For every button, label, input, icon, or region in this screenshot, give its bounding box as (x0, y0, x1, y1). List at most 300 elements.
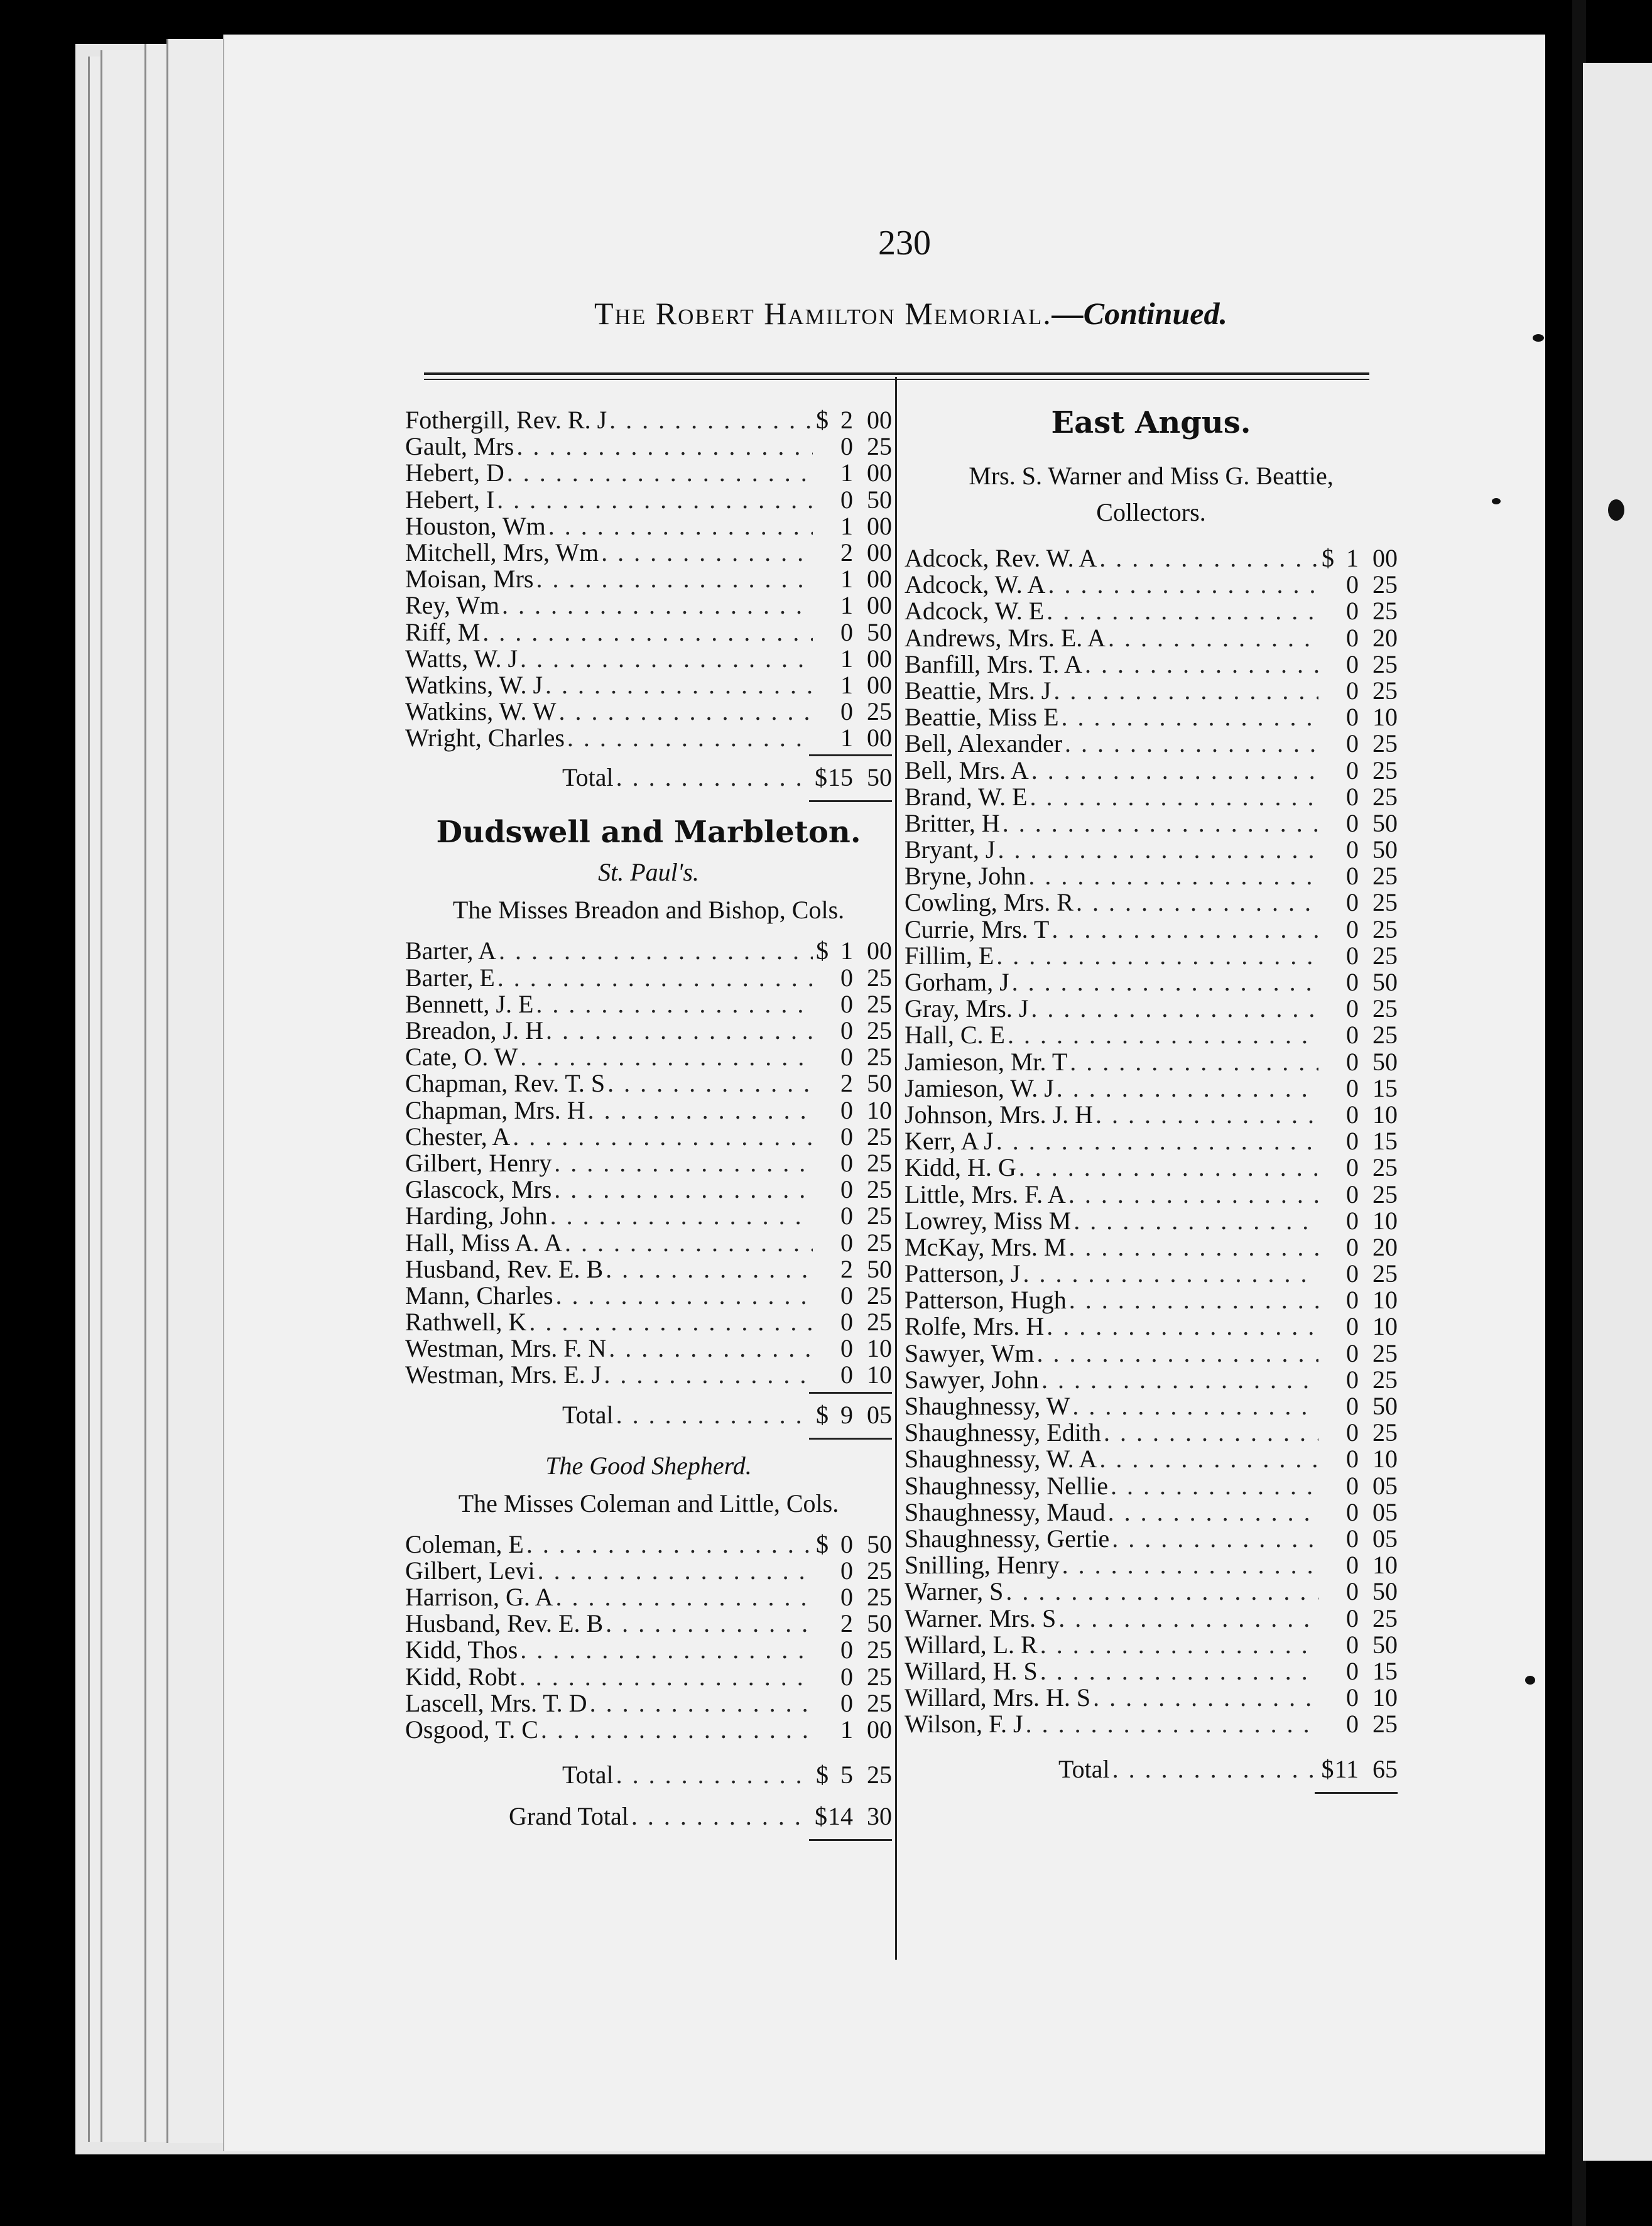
subscriber-name: Willard, Mrs. H. S (905, 1683, 1091, 1712)
dollars: 2 (840, 406, 853, 434)
dollars: 0 (840, 1095, 853, 1124)
subscriber-row (905, 915, 1398, 941)
cents: 25 (1372, 915, 1398, 943)
dollars: 0 (840, 1334, 853, 1363)
dot-leader (1104, 1418, 1318, 1447)
subscriber-name: Wright, Charles (405, 724, 565, 752)
dot-leader (1012, 967, 1318, 997)
dot-leader (526, 1529, 813, 1559)
dollars: 0 (1346, 756, 1359, 785)
dollars: 11 (1334, 1755, 1359, 1784)
dollars: 0 (1346, 1232, 1359, 1261)
subscriber-row (405, 1556, 892, 1585)
subscriber-row (905, 543, 1398, 570)
cents: 25 (867, 432, 892, 461)
subscriber-row (405, 458, 892, 487)
subscriber-row (905, 623, 1398, 652)
cents: 10 (1372, 1286, 1398, 1315)
right-column (905, 405, 1398, 1794)
dollars: 0 (1346, 597, 1359, 626)
cents: 25 (867, 1016, 892, 1045)
dollars: 2 (840, 1254, 853, 1283)
cents: 25 (867, 989, 892, 1018)
cents: 25 (867, 1043, 892, 1072)
subscriber-row (905, 1259, 1398, 1288)
cents: 20 (1372, 623, 1398, 652)
cents: 00 (867, 511, 892, 540)
subscriber-name: Sawyer, Wm (905, 1338, 1035, 1367)
cents: 10 (1372, 1445, 1398, 1474)
subscriber-row (405, 1529, 892, 1556)
dollars: 0 (840, 1122, 853, 1151)
dollars: 1 (840, 459, 853, 487)
subscriber-row (905, 782, 1398, 811)
subscriber-row (405, 590, 892, 620)
dollars: 0 (840, 1688, 853, 1717)
subscriber-name: Gault, Mrs (405, 432, 514, 461)
dollars: 0 (1346, 703, 1359, 732)
cents: 25 (1372, 756, 1398, 785)
dot-leader (616, 1760, 813, 1789)
title-continued: —Continued. (1052, 296, 1227, 331)
cents: 25 (1372, 1365, 1398, 1394)
dollars: 15 (828, 763, 853, 792)
dollars: 1 (840, 670, 853, 699)
subscriber-row (405, 1688, 892, 1715)
cents: 00 (867, 538, 892, 567)
subscriber-name: Shaughnessy, Gertie (905, 1524, 1110, 1553)
subscriber-row (905, 1577, 1398, 1606)
cents: 15 (1372, 1656, 1398, 1685)
cents: 25 (1372, 1259, 1398, 1288)
subscriber-row (905, 1047, 1398, 1076)
dot-leader (1062, 702, 1318, 732)
subscriber-row (905, 570, 1398, 599)
dollars: 0 (1346, 1127, 1359, 1156)
subscriber-row (905, 756, 1398, 785)
sum-rule (809, 1839, 892, 1841)
total-row (905, 1748, 1398, 1789)
cents: 10 (867, 1334, 892, 1363)
dot-leader (1069, 1285, 1318, 1315)
dollars: 2 (840, 1069, 853, 1098)
dot-leader (1085, 649, 1318, 679)
dollars: 0 (1346, 1338, 1359, 1367)
dollars: 0 (1346, 862, 1359, 891)
dot-leader (1068, 1180, 1318, 1209)
dot-leader (1070, 1047, 1318, 1077)
subscriber-row (405, 1095, 892, 1122)
dot-leader (1008, 1020, 1318, 1050)
subscriber-name: Wilson, F. J (905, 1710, 1023, 1739)
subscriber-row (405, 1042, 892, 1072)
dot-leader (565, 1228, 813, 1257)
subscriber-name: Bell, Alexander (905, 729, 1063, 758)
subscriber-row (905, 702, 1398, 732)
dot-leader (1076, 888, 1318, 917)
subscriber-name: Adcock, Rev. W. A (905, 544, 1097, 572)
dollars: 0 (1346, 782, 1359, 811)
subscriber-name: Banfill, Mrs. T. A (905, 649, 1082, 678)
dollars: 0 (1346, 1259, 1359, 1288)
cents: 00 (1372, 544, 1398, 572)
dot-leader (1068, 1232, 1318, 1262)
cents: 50 (867, 485, 892, 514)
subscriber-row (905, 1180, 1398, 1206)
subscriber-row (905, 1206, 1398, 1235)
subscriber-name: Harrison, G. A (405, 1583, 553, 1611)
subscriber-name: Brand, W. E (905, 782, 1028, 811)
dot-leader (1040, 1656, 1318, 1686)
dot-leader (559, 697, 813, 726)
subscriber-row (905, 1338, 1398, 1365)
dollars: 1 (840, 1715, 853, 1744)
dot-leader (1028, 861, 1318, 891)
cents: 10 (1372, 1206, 1398, 1235)
dot-leader (556, 1582, 813, 1612)
dot-leader (1019, 1153, 1318, 1182)
dot-leader (529, 1307, 813, 1337)
dollars: 0 (1346, 1286, 1359, 1315)
dot-leader (1030, 782, 1318, 812)
dot-leader (538, 1556, 813, 1585)
dot-leader (609, 405, 813, 435)
subscriber-row (405, 1360, 892, 1389)
subscriber-row (905, 1365, 1398, 1394)
subscriber-name: Watkins, W. W (405, 697, 557, 726)
subscriber-name: Gray, Mrs. J (905, 994, 1029, 1023)
dot-leader (502, 590, 813, 620)
cents: 25 (1372, 1153, 1398, 1182)
subscriber-row (905, 941, 1398, 970)
dollars: 0 (1346, 1471, 1359, 1500)
dot-leader (996, 941, 1318, 970)
cents: 65 (1372, 1755, 1398, 1784)
cents: 20 (1372, 1232, 1398, 1261)
subscriber-row (405, 405, 892, 432)
cents: 25 (867, 1556, 892, 1585)
dot-leader (1037, 1338, 1318, 1368)
total-label: Total (562, 763, 614, 792)
subscriber-row (405, 697, 892, 726)
parish-name: The Good Shepherd. (545, 1451, 752, 1480)
dot-leader (1053, 676, 1318, 705)
dot-leader (601, 538, 813, 567)
cents: 00 (867, 644, 892, 673)
subscriber-name: Coleman, E (405, 1529, 524, 1558)
dollars: 0 (1346, 623, 1359, 652)
subscriber-row (405, 1662, 892, 1691)
subscriber-row (905, 808, 1398, 835)
dot-leader (516, 432, 813, 461)
cents: 50 (867, 1069, 892, 1098)
cents: 25 (1372, 676, 1398, 705)
subscriber-row (405, 1175, 892, 1204)
title-text: The Robert Hamilton Memorial. (594, 296, 1052, 331)
dollars: 0 (840, 1583, 853, 1611)
subscriber-row (905, 1418, 1398, 1447)
dot-leader (996, 1126, 1318, 1156)
subscriber-row (405, 538, 892, 567)
dollars: 0 (1346, 968, 1359, 996)
left-column (405, 405, 892, 1841)
total-row (405, 756, 892, 798)
subscriber-name: Currie, Mrs. T (905, 915, 1050, 943)
subscriber-row (405, 1281, 892, 1310)
cents: 25 (1372, 862, 1398, 891)
dot-leader (1031, 756, 1318, 785)
dollars: 0 (1346, 1180, 1359, 1208)
dot-leader (1108, 1497, 1318, 1527)
subscriber-name: Riff, M (405, 617, 481, 646)
currency: $ (815, 1802, 827, 1831)
total-label: Total (1058, 1755, 1110, 1784)
subscriber-row (405, 1016, 892, 1045)
subscriber-row (905, 1471, 1398, 1500)
dollars: 0 (840, 697, 853, 726)
cents: 25 (867, 1308, 892, 1337)
cents: 00 (867, 565, 892, 594)
subscriber-row (405, 1068, 892, 1098)
dot-leader (616, 763, 812, 792)
subscriber-name: Houston, Wm (405, 511, 546, 540)
facing-page-edge (1583, 63, 1652, 2161)
total-row (405, 1754, 892, 1795)
dollars: 0 (1346, 1497, 1359, 1526)
cents: 25 (867, 1281, 892, 1310)
dollars: 1 (1346, 544, 1359, 572)
dollars: 1 (840, 937, 853, 965)
cents: 25 (1372, 1604, 1398, 1632)
subscriber-row (905, 1153, 1398, 1182)
subscriber-row (905, 1550, 1398, 1580)
subscriber-name: Barter, E (405, 963, 495, 992)
subscriber-row (405, 1635, 892, 1664)
dollars: 0 (1346, 994, 1359, 1023)
subscriber-name: Shaughnessy, Edith (905, 1418, 1101, 1447)
cents: 10 (1372, 1683, 1398, 1712)
dollars: 0 (840, 989, 853, 1018)
subscriber-name: Willard, L. R (905, 1630, 1038, 1659)
cents: 15 (1372, 1127, 1398, 1156)
subscriber-row (905, 967, 1398, 994)
dollars: 0 (1346, 1577, 1359, 1606)
grand-total-row (405, 1795, 892, 1837)
dot-leader (1046, 1311, 1318, 1341)
currency: $ (816, 1529, 829, 1558)
dot-leader (1099, 1444, 1318, 1474)
subscriber-name: Beattie, Mrs. J (905, 676, 1052, 705)
dollars: 0 (1346, 1445, 1359, 1474)
subscriber-name: Hebert, I (405, 485, 495, 514)
cents: 50 (1372, 835, 1398, 864)
column-divider (895, 377, 897, 1960)
currency: $ (815, 763, 827, 792)
dollars: 0 (840, 1529, 853, 1558)
subscriber-row (405, 963, 892, 992)
subscriber-name: Gilbert, Henry (405, 1148, 552, 1177)
cents: 25 (1372, 941, 1398, 970)
total-row (405, 1394, 892, 1435)
dollars: 0 (1346, 888, 1359, 917)
subscriber-name: Rolfe, Mrs. H (905, 1312, 1045, 1341)
subscriber-name: Warner, S (905, 1577, 1004, 1606)
collectors-title: Collectors. (1096, 498, 1206, 526)
cents: 25 (867, 1202, 892, 1230)
cents: 25 (1372, 1021, 1398, 1050)
subscriber-name: Rey, Wm (405, 591, 499, 620)
subscriber-name: Adcock, W. E (905, 597, 1045, 626)
dollars: 0 (840, 432, 853, 461)
cents: 25 (867, 1761, 892, 1789)
cents: 30 (867, 1802, 892, 1831)
dollars: 0 (840, 1148, 853, 1177)
subscriber-name: Jamieson, W. J (905, 1073, 1054, 1102)
dollars: 0 (1346, 676, 1359, 705)
subscriber-name: Britter, H (905, 808, 1000, 837)
cents: 10 (1372, 1551, 1398, 1580)
cents: 25 (1372, 729, 1398, 758)
subscriber-row (905, 596, 1398, 626)
subscriber-name: Patterson, Hugh (905, 1286, 1067, 1315)
subscriber-name: Husband, Rev. E. B (405, 1609, 604, 1638)
dot-leader (604, 1360, 813, 1389)
cents: 25 (1372, 994, 1398, 1023)
dot-leader (554, 1148, 813, 1178)
dot-leader (536, 564, 813, 594)
dollars: 14 (828, 1802, 853, 1831)
cents: 00 (867, 459, 892, 487)
dot-leader (520, 1042, 813, 1072)
subscriber-name: Bennett, J. E (405, 989, 534, 1018)
subscriber-row (405, 1122, 892, 1151)
cents: 50 (867, 1529, 892, 1558)
subscriber-name: Cate, O. W (405, 1043, 518, 1072)
dot-leader (499, 936, 813, 965)
currency: $ (816, 1761, 829, 1789)
cents: 50 (1372, 1392, 1398, 1420)
cents: 25 (867, 1175, 892, 1204)
subscriber-name: Watts, W. J (405, 644, 518, 673)
cents: 15 (1372, 1073, 1398, 1102)
subscriber-name: Kidd, Thos (405, 1636, 518, 1664)
cents: 25 (1372, 1710, 1398, 1739)
cents: 50 (1372, 968, 1398, 996)
dot-leader (997, 835, 1318, 864)
dot-leader (590, 1688, 813, 1718)
subscriber-name: Jamieson, Mr. T (905, 1047, 1068, 1076)
dollars: 0 (1346, 1630, 1359, 1659)
subscriber-row (905, 1100, 1398, 1129)
dot-leader (507, 458, 813, 487)
dot-leader (631, 1801, 812, 1831)
cents: 25 (867, 1636, 892, 1664)
subscriber-name: Chapman, Mrs. H (405, 1095, 585, 1124)
dollars: 0 (840, 1016, 853, 1045)
cents: 50 (867, 1609, 892, 1638)
cents: 50 (867, 763, 892, 792)
section-heading: Dudswell and Marbleton. (436, 815, 861, 850)
cents: 10 (867, 1095, 892, 1124)
dot-leader (1057, 1073, 1318, 1103)
subscriber-name: Shaughnessy, W. A (905, 1445, 1097, 1474)
subscriber-name: Lowrey, Miss M (905, 1206, 1072, 1235)
subscriber-list (405, 1529, 892, 1742)
dollars: 0 (840, 1662, 853, 1691)
subscriber-row (405, 1715, 892, 1744)
dollars: 1 (840, 511, 853, 540)
subscriber-row (405, 485, 892, 514)
dollars: 0 (1346, 1312, 1359, 1341)
parish-name: St. Paul's. (598, 858, 699, 887)
dollars: 0 (1346, 729, 1359, 758)
header-rule (424, 372, 1369, 375)
subscriber-name: Fillim, E (905, 941, 994, 970)
subscriber-row (405, 1609, 892, 1638)
dollars: 0 (840, 1202, 853, 1230)
subscriber-name: Hall, C. E (905, 1021, 1005, 1050)
dollars: 0 (1346, 1551, 1359, 1580)
dollars: 0 (1346, 915, 1359, 943)
subscriber-name: Hall, Miss A. A (405, 1228, 563, 1257)
subscriber-name: Barter, A (405, 937, 497, 965)
dot-leader (1023, 1259, 1318, 1288)
subscriber-name: Shaughnessy, Nellie (905, 1471, 1109, 1500)
subscriber-name: Patterson, J (905, 1259, 1021, 1288)
cents: 00 (867, 937, 892, 965)
dot-leader (1048, 570, 1318, 599)
currency: $ (816, 937, 829, 965)
dollars: 0 (1346, 1153, 1359, 1182)
subscriber-row (405, 1201, 892, 1230)
dot-leader (1072, 1391, 1318, 1421)
dot-leader (1046, 596, 1318, 626)
subscriber-row (405, 432, 892, 461)
subscriber-row (905, 1285, 1398, 1315)
cents: 50 (1372, 1577, 1398, 1606)
subscriber-row (905, 1709, 1398, 1739)
cents: 25 (1372, 1338, 1398, 1367)
subscriber-row (905, 1444, 1398, 1474)
total-label: Total (562, 1761, 614, 1789)
cents: 10 (1372, 1100, 1398, 1129)
subscriber-row (905, 1391, 1398, 1418)
sum-rule (809, 800, 892, 802)
subscriber-row (905, 1311, 1398, 1341)
subscriber-name: Chapman, Rev. T. S (405, 1069, 606, 1098)
dollars: 0 (1346, 1206, 1359, 1235)
cents: 00 (867, 406, 892, 434)
dollars: 0 (840, 485, 853, 514)
cents: 25 (1372, 782, 1398, 811)
cents: 25 (867, 963, 892, 992)
dollars: 1 (840, 644, 853, 673)
dot-leader (606, 1609, 813, 1638)
collectors-line: The Misses Coleman and Little, Cols. (458, 1489, 839, 1517)
dollars: 2 (840, 1609, 853, 1638)
dot-leader (1058, 1604, 1318, 1633)
dollars: 0 (840, 1281, 853, 1310)
subscriber-row (905, 1126, 1398, 1156)
subscriber-name: Harding, John (405, 1202, 548, 1230)
dot-leader (1112, 1754, 1318, 1784)
dollars: 0 (840, 1636, 853, 1664)
subscriber-name: Little, Mrs. F. A (905, 1180, 1066, 1208)
cents: 10 (867, 1360, 892, 1389)
dollars: 0 (840, 1308, 853, 1337)
dollars: 0 (1346, 1392, 1359, 1420)
currency: $ (816, 406, 829, 434)
